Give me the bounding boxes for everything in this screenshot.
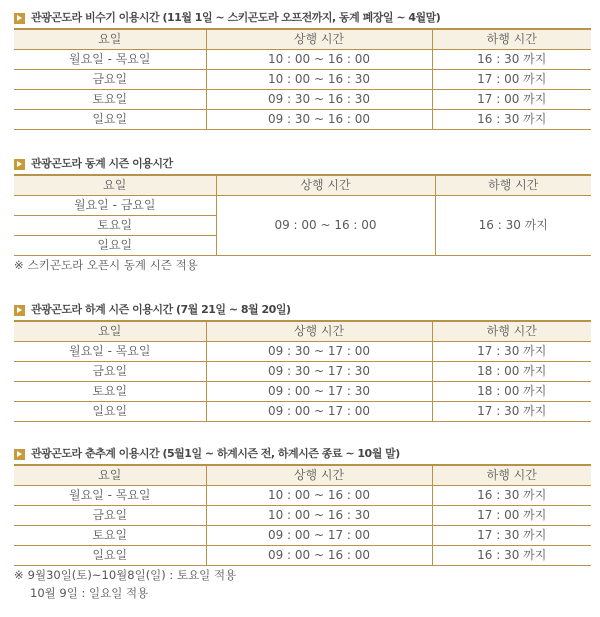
winter-title-row [14,154,591,174]
table-row [14,196,591,216]
summer-table [14,320,591,422]
header-day: 요일 [98,32,122,46]
table-row [14,546,591,566]
header-day: 요일 [98,468,122,482]
table-row [14,110,591,130]
up-time-cell: 09 : 00 ~ 17 : 00 [206,402,432,422]
down-time-cell: 18 : 00 까지 [432,382,591,402]
arrow-bullet-icon [14,13,25,24]
header-up: 상행 시간 [206,321,432,342]
day-cell: 일요일 [14,402,206,422]
down-time-cell: 16 : 30 까지 [435,196,591,256]
offseason-title: 관광곤도라 비수기 이용시간 (11월 1일 ~ 스키곤도라 오프전까지, 동계 폐장일 ~ 4월말) [31,11,441,24]
summer-section [14,300,591,422]
summer-title: 관광곤도라 하계 시즌 이용시간 (7월 21일 ~ 8월 20일) [31,303,291,316]
up-time-cell: 10 : 00 ~ 16 : 30 [206,70,432,90]
down-time-cell: 17 : 30 까지 [432,402,591,422]
up-time-cell: 09 : 30 ~ 17 : 00 [206,342,432,362]
note-mark: ※ [14,258,24,272]
offseason-section [14,8,591,130]
down-time-cell: 16 : 30 까지 [432,50,591,70]
day-cell: 토요일 [14,90,206,110]
spring-fall-title: 관광곤도라 춘추계 이용시간 (5월1일 ~ 하계시즌 전, 하계시즌 종료 ~ 10월 말) [31,447,400,460]
table-row [14,342,591,362]
header-down: 하행 시간 [435,175,591,196]
winter-note-text: 스키곤도라 오픈시 동계 시즌 적용 [27,258,198,272]
down-time-cell: 16 : 30 까지 [432,110,591,130]
down-time-cell: 17 : 00 까지 [432,90,591,110]
day-cell: 토요일 [14,216,216,236]
table-row [14,402,591,422]
day-cell: 금요일 [14,362,206,382]
down-time-cell: 17 : 30 까지 [432,526,591,546]
table-row [14,70,591,90]
down-time-cell: 18 : 00 까지 [432,362,591,382]
day-cell: 월요일 - 목요일 [14,486,206,506]
up-time-cell: 09 : 30 ~ 16 : 30 [206,90,432,110]
header-day: 요일 [98,324,122,338]
up-time-cell: 09 : 00 ~ 17 : 00 [206,526,432,546]
down-time-cell: 17 : 00 까지 [432,506,591,526]
table-row [14,50,591,70]
header-day: 요일 [103,178,127,192]
up-time-cell: 10 : 00 ~ 16 : 00 [206,486,432,506]
day-cell: 금요일 [14,506,206,526]
up-time-cell: 09 : 30 ~ 17 : 30 [206,362,432,382]
winter-section [14,154,591,274]
day-cell: 금요일 [14,70,206,90]
table-row [14,506,591,526]
spring-fall-note-text-1: 9월30일(토)~10월8일(일) : 토요일 적용 [27,568,237,582]
table-row [14,382,591,402]
spring-fall-note-text-2: 10월 9일 : 일요일 적용 [30,586,149,600]
day-cell: 월요일 - 목요일 [14,50,206,70]
spring-fall-title-row [14,444,591,464]
spring-fall-note-1 [14,566,591,584]
arrow-bullet-icon [14,305,25,316]
up-time-cell: 09 : 00 ~ 16 : 00 [216,196,435,256]
winter-title: 관광곤도라 동계 시즌 이용시간 [31,157,173,170]
winter-table [14,174,591,256]
arrow-bullet-icon [14,159,25,170]
day-cell: 월요일 - 목요일 [14,342,206,362]
day-cell: 월요일 - 금요일 [14,196,216,216]
table-row [14,486,591,506]
header-down: 하행 시간 [432,321,591,342]
up-time-cell: 10 : 00 ~ 16 : 00 [206,50,432,70]
day-cell: 일요일 [14,110,206,130]
spring-fall-section [14,444,591,602]
header-up: 상행 시간 [206,29,432,50]
header-down: 하행 시간 [432,465,591,486]
day-cell: 토요일 [14,382,206,402]
down-time-cell: 16 : 30 까지 [432,486,591,506]
day-cell: 일요일 [14,236,216,256]
header-up: 상행 시간 [206,465,432,486]
table-row [14,90,591,110]
arrow-bullet-icon [14,449,25,460]
up-time-cell: 09 : 00 ~ 17 : 30 [206,382,432,402]
note-mark: ※ [14,568,24,582]
down-time-cell: 17 : 30 까지 [432,342,591,362]
header-down: 하행 시간 [432,29,591,50]
offseason-table [14,28,591,130]
up-time-cell: 10 : 00 ~ 16 : 30 [206,506,432,526]
table-row [14,362,591,382]
offseason-title-row [14,8,591,28]
down-time-cell: 17 : 00 까지 [432,70,591,90]
spring-fall-note-2 [14,584,591,602]
table-row [14,526,591,546]
down-time-cell: 16 : 30 까지 [432,546,591,566]
header-up: 상행 시간 [216,175,435,196]
day-cell: 토요일 [14,526,206,546]
up-time-cell: 09 : 00 ~ 16 : 00 [206,546,432,566]
spring-fall-table [14,464,591,566]
day-cell: 일요일 [14,546,206,566]
up-time-cell: 09 : 30 ~ 16 : 00 [206,110,432,130]
winter-note [14,256,591,274]
summer-title-row [14,300,591,320]
